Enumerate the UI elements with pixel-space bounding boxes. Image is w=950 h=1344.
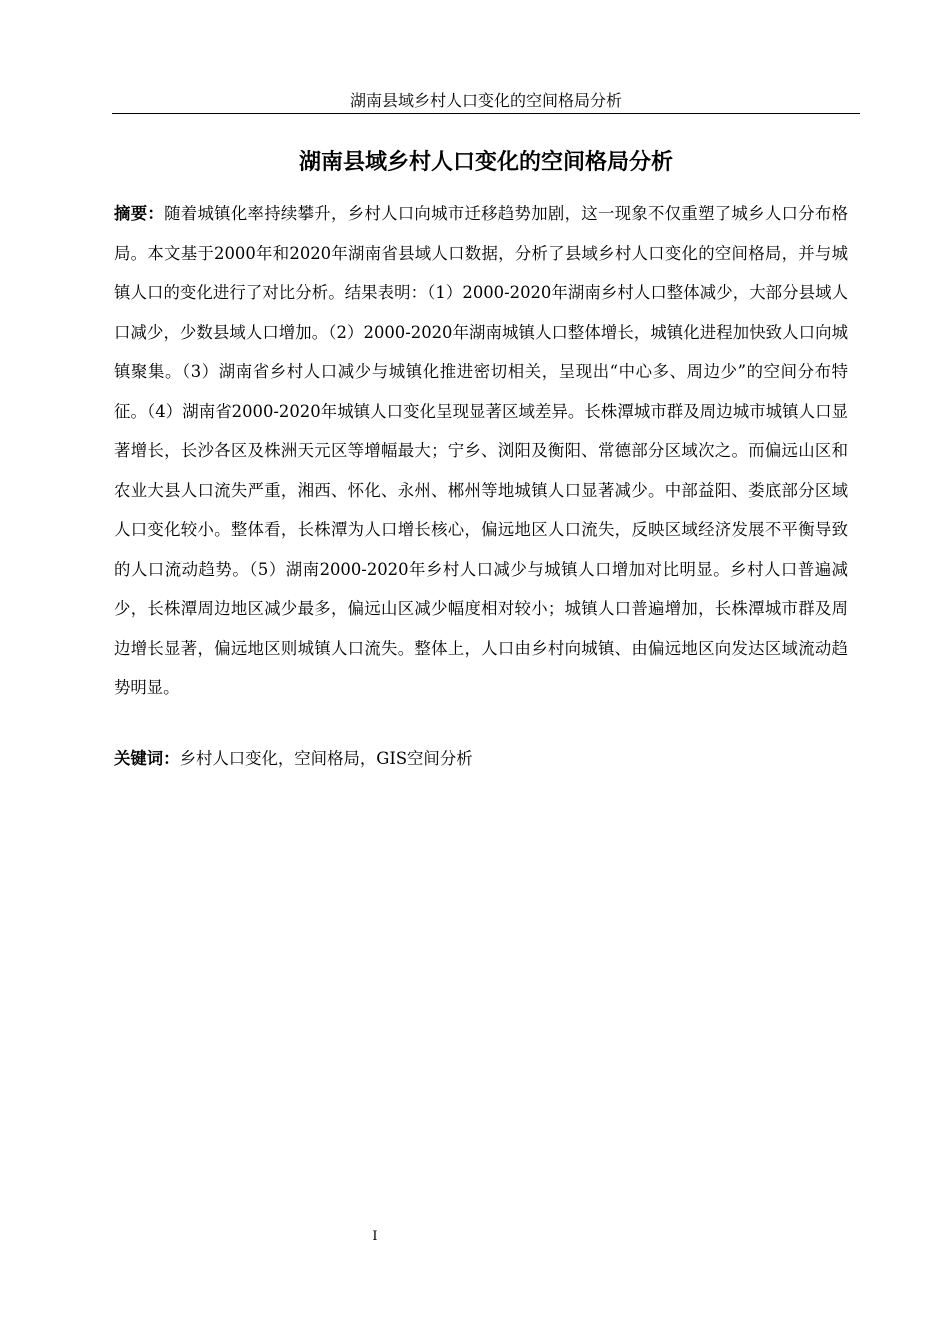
abstract	[114, 194, 848, 708]
header-divider	[112, 113, 860, 114]
abstract-text: 随着城镇化率持续攀升，乡村人口向城市迁移趋势加剧，这一现象不仅重塑了城乡人口分布格局。本文基于2000年和2020年湖南省县域人口数据，分析了县域乡村人口变化的空间格局，并与城镇人口的变化进行了对比分析。结果表明：（1）2000-2020年湖南乡村人口整体减少，大部分县域人口减少，少数县域人口增加。（2）2000-2020年湖南城镇人口整体增长，城镇化进程加快致人口向城镇聚集。（3）湖南省乡村人口减少与城镇化推进密切相关，呈现出“中心多、周边少”的空间分布特征。（4）湖南省2000-2020年城镇人口变化呈现显著区域差异。长株潭城市群及周边城市城镇人口显著增长，长沙各区及株洲天元区等增幅最大；宁乡、浏阳及衡阳、常德部分区域次之。而偏远山区和农业大县人口流失严重，湘西、怀化、永州、郴州等地城镇人口显著减少。中部益阳、娄底部分区域人口变化较小。整体看，长株潭为人口增长核心，偏远地区人口流失，反映区域经济发展不平衡导致的人口流动趋势。（5）湖南2000-2020年乡村人口减少与城镇人口增加对比明显。乡村人口普遍减少，长株潭周边地区减少最多，偏远山区减少幅度相对较小；城镇人口普遍增加，长株潭城市群及周边增长显著，偏远地区则城镇人口流失。整体上，人口由乡村向城镇、由偏远地区向发达区域流动趋势明显。	[114, 204, 849, 697]
running-header: 湖南县域乡村人口变化的空间格局分析	[349, 91, 622, 110]
keywords-text: 乡村人口变化，空间格局，GIS空间分析	[179, 749, 473, 768]
keywords	[114, 739, 848, 779]
keywords-label: 关键词：	[114, 749, 180, 768]
paper-title: 湖南县域乡村人口变化的空间格局分析	[298, 150, 673, 175]
abstract-label: 摘要：	[114, 204, 165, 223]
page-number: I	[372, 1229, 378, 1244]
